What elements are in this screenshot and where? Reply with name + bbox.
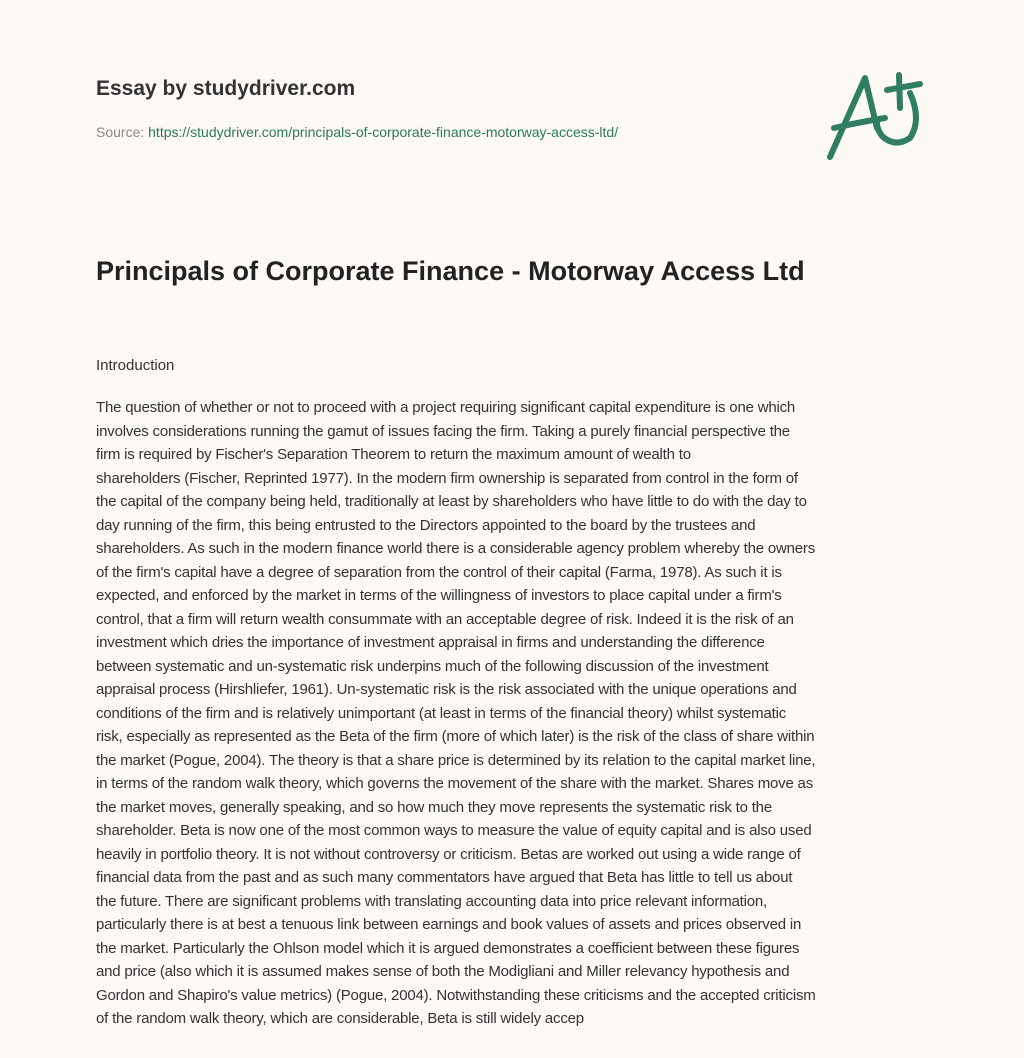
body-line: the market (Pogue, 2004). The theory is that a share price is determined by its relation to the capital market line, [96,751,816,769]
article-body [96,396,816,1031]
body-line: of the firm's capital have a degree of separation from the control of their capital (Farma, 1978). As such it is [96,563,782,581]
body-line: of the random walk theory, which are considerable, Beta is still widely accep [96,1010,584,1027]
body-line: particularly there is at best a tenuous link between earnings and book values of assets and prices observed in [96,916,802,933]
body-line: the capital of the company being held, traditionally at least by shareholders who have little to do with the day to [96,493,807,510]
body-line: The question of whether or not to proceed with a project requiring significant capital expenditure is one which [96,399,796,416]
body-line: conditions of the firm and is relatively unimportant (at least in terms of the financial theory) whilst systematic [96,704,787,722]
body-line: shareholder. Beta is now one of the most common ways to measure the value of equity capital and is also used [96,822,812,839]
body-line: between systematic and un-systematic risk underpins much of the following discussion of the investment [96,657,769,675]
section-heading: Introduction [96,357,175,374]
body-line: the market moves, generally speaking, and so how much they move represents the systematic risk to the [96,798,772,816]
body-line: day running of the firm, this being entrusted to the Directors appointed to the board by the trustees and [96,516,756,534]
body-line: shareholders. As such in the modern finance world there is a considerable agency problem whereby the owners [96,540,816,557]
body-line: involves considerations running the gamut of issues facing the firm. Taking a purely financial perspective the [96,422,790,440]
source-line [96,124,618,140]
body-line: the market. Particularly the Ohlson model which it is argued demonstrates a coefficient between these figures [96,939,800,957]
body-line: appraisal process (Hirshliefer, 1961). Un-systematic risk is the risk associated with the unique operations and [96,681,797,698]
body-line: financial data from the past and as such many commentators have argued that Beta has little to tell us about [96,869,793,886]
body-line: expected, and enforced by the market in terms of the willingness of investors to place capital under a firm's [96,587,782,604]
source-label: Source: [96,124,145,140]
source-link[interactable]: https://studydriver.com/principals-of-corporate-finance-motorway-access-ltd/ [148,124,619,140]
body-line: investment which dries the importance of investment appraisal in firms and understanding the difference [96,634,765,651]
body-line: firm is required by Fischer's Separation Theorem to return the maximum amount of wealth to [96,446,691,463]
body-line: control, that a firm will return wealth consummate with an acceptable degree of risk. Indeed it is the risk of an [96,610,794,628]
body-line: Gordon and Shapiro's value metrics) (Pogue, 2004). Notwithstanding these criticisms and the accepted criticism [96,986,816,1004]
body-line: risk, especially as represented as the Beta of the firm (more of which later) is the risk of the class of share within [96,728,815,745]
body-line: the future. There are significant problems with translating accounting data into price relevant information, [96,892,768,910]
body-line: and price (also which it is assumed makes sense of both the Modigliani and Miller relevancy hypothesis and [96,963,790,980]
body-line: shareholders (Fischer, Reprinted 1977). In the modern firm ownership is separated from control in the form of [96,469,798,487]
article-title: Principals of Corporate Finance - Motorway Access Ltd [96,256,805,286]
body-line: heavily in portfolio theory. It is not without controversy or criticism. Betas are worked out using a wide range of [96,845,801,863]
site-title: Essay by studydriver.com [96,77,356,100]
a-plus-logo-icon [810,60,940,170]
body-line: in terms of the random walk theory, which governs the movement of the share with the market. Shares move as [96,775,813,792]
